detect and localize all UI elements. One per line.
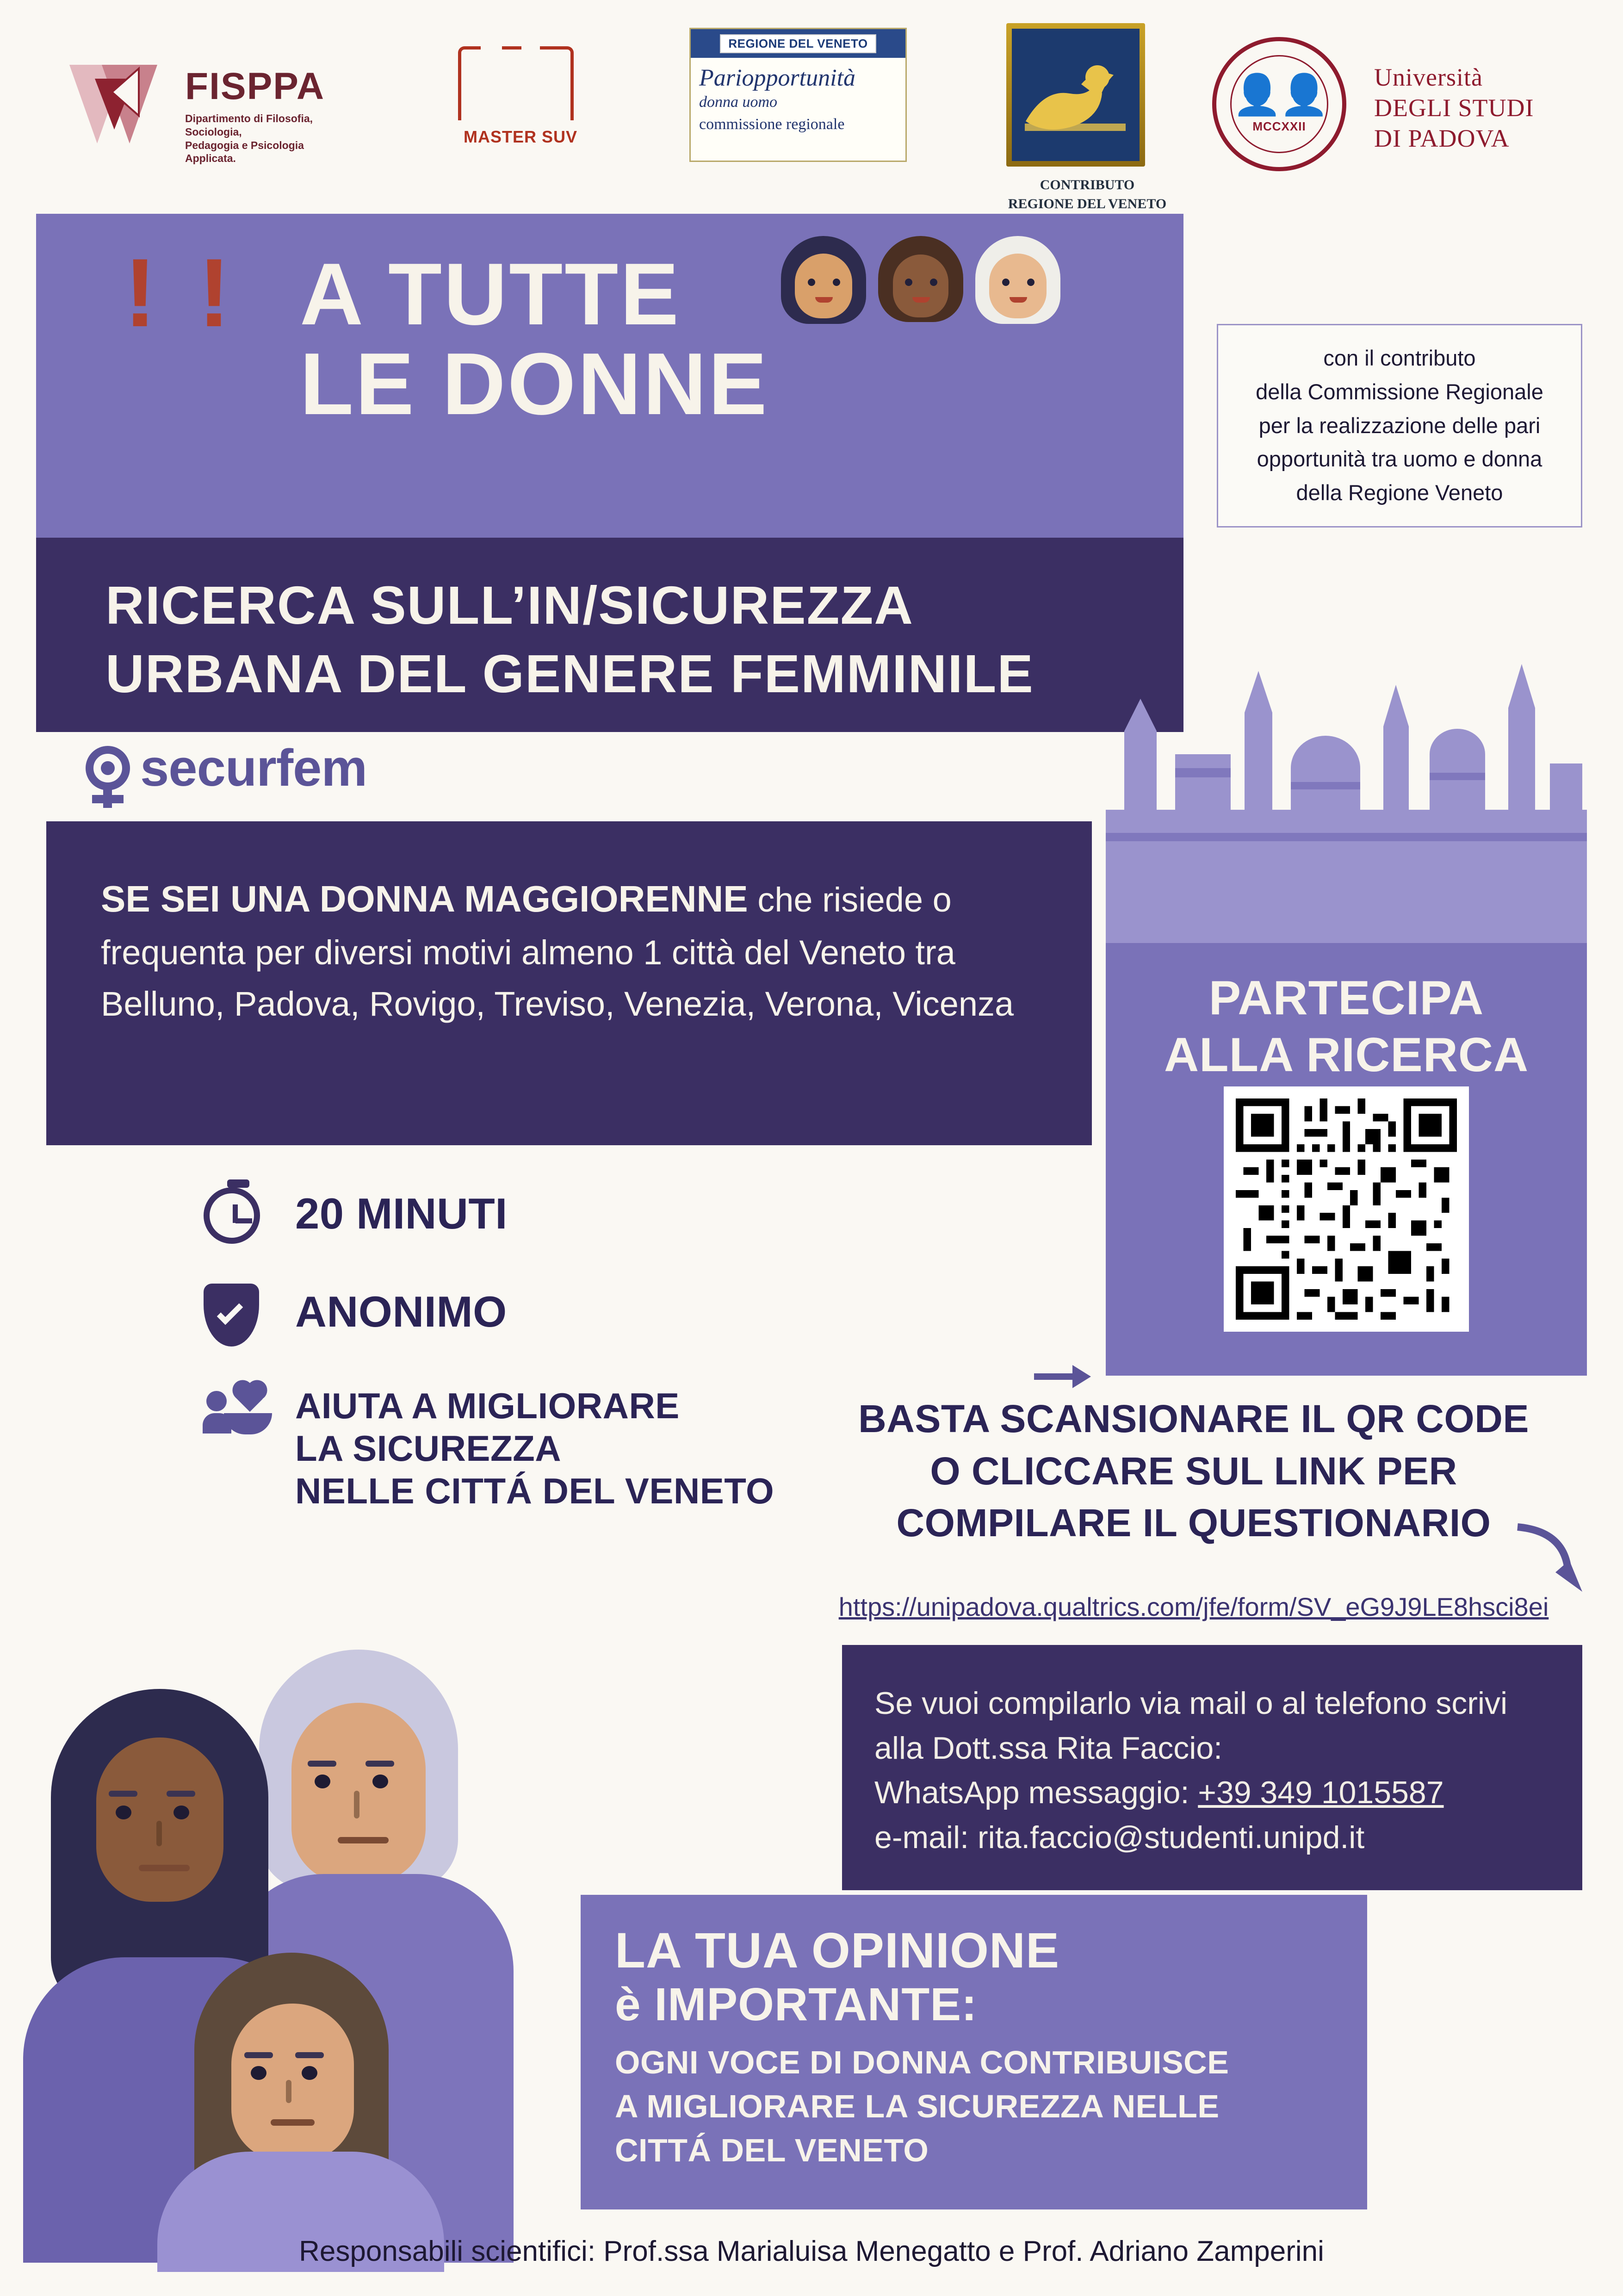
brand-lockup	[86, 738, 367, 798]
footer-credits: Responsabili scientifici: Prof.ssa Marialuisa Menegatto e Prof. Adriano Zamperini	[299, 2235, 1324, 2267]
unipd-line1: Università	[1374, 63, 1483, 91]
eligibility-bold: SE SEI UNA DONNA MAGGIORENNE	[101, 878, 748, 919]
unipd-line3: DI PADOVA	[1374, 124, 1510, 152]
whatsapp-number[interactable]: +39 349 1015587	[1198, 1775, 1444, 1811]
unipd-seal-figures: 👤👤	[1232, 72, 1326, 117]
contributo-line3: per la realizzazione delle pari	[1258, 413, 1541, 438]
opinion-line1: LA TUA OPINIONE	[615, 1922, 1060, 1978]
subtitle-text	[105, 571, 1034, 708]
title-line-1: A TUTTE	[300, 245, 681, 343]
pari-header-band	[691, 29, 905, 58]
opinion-line2: è IMPORTANTE:	[615, 1978, 978, 2030]
participate-line1: PARTECIPA	[1208, 971, 1484, 1025]
unipd-wordmark	[1374, 62, 1534, 154]
clock-icon	[204, 1180, 273, 1249]
logo-strip	[0, 19, 1623, 217]
contributo-line5: della Regione Veneto	[1296, 480, 1503, 505]
eligibility-text	[46, 821, 1092, 1030]
scan-line1: BASTA SCANSIONARE IL QR CODE	[858, 1397, 1529, 1440]
opinion-line3: OGNI VOCE DI DONNA CONTRIBUISCE A MIGLIORARE LA SICUREZZA NELLE CITTÁ DEL VENETO	[615, 2044, 1229, 2169]
pari-line1: Pariopportunità	[699, 65, 856, 91]
fisppa-subtitle: Dipartimento di Filosofia, Sociologia, Pedagogia e Psicologia Applicata.	[185, 112, 313, 165]
participate-block	[1106, 943, 1587, 1376]
bullet-row-2	[204, 1278, 1036, 1347]
exclamation-marks	[124, 238, 230, 347]
bullet-row-1	[204, 1180, 1036, 1249]
contact-text	[842, 1645, 1582, 1860]
exclamation-1: !	[124, 238, 156, 347]
contributo-line1: con il contributo	[1323, 345, 1476, 370]
face-1	[777, 236, 870, 329]
contact-line1: Se vuoi compilarlo via mail o al telefono scrivi	[874, 1686, 1508, 1721]
unipd-seal-icon	[1212, 37, 1346, 171]
subtitle-line-1: RICERCA SULL’IN/SICUREZZA	[105, 575, 914, 635]
title-line-2: LE DONNE	[300, 335, 769, 433]
logo-regione-veneto	[990, 23, 1184, 231]
participate-line2: ALLA RICERCA	[1164, 1028, 1529, 1082]
eligibility-block	[46, 821, 1092, 1145]
email-label: e-mail:	[874, 1819, 978, 1855]
contact-block	[842, 1645, 1582, 1890]
arrow-right-icon	[1032, 1356, 1092, 1397]
contact-email-row	[874, 1815, 1555, 1860]
contributo-line4: opportunità tra uomo e donna	[1257, 447, 1542, 472]
veneto-lion-plate	[1012, 29, 1140, 161]
fisppa-wordmark	[185, 65, 356, 165]
contributo-box	[1217, 324, 1582, 527]
master-suv-label: MASTER SUV	[463, 127, 578, 146]
whatsapp-label: WhatsApp messaggio:	[874, 1775, 1198, 1811]
brand-name: securfem	[140, 739, 367, 797]
three-women-illustration	[42, 1633, 620, 2253]
unipd-seal-inner	[1230, 55, 1328, 153]
qr-code-graphic[interactable]	[1236, 1098, 1457, 1320]
email-address[interactable]: rita.faccio@studenti.unipd.it	[977, 1819, 1365, 1855]
master-suv-skyline-icon	[458, 46, 574, 120]
veneto-caption-line1: CONTRIBUTO	[1040, 177, 1135, 192]
contributo-line2: della Commissione Regionale	[1256, 379, 1543, 404]
three-women-faces-icon	[777, 236, 1064, 329]
veneto-frame	[1006, 23, 1145, 167]
participate-title	[1106, 970, 1587, 1083]
scan-line3: COMPILARE IL QUESTIONARIO	[896, 1501, 1491, 1545]
logo-pari-opportunita	[689, 28, 907, 162]
bullet-label-3: AIUTA A MIGLIORARE LA SICUREZZA NELLE CITTÁ DEL VENETO	[295, 1385, 774, 1512]
subtitle-banner	[36, 538, 1183, 732]
opinion-block	[581, 1895, 1367, 2209]
veneto-caption	[990, 176, 1184, 213]
city-skyline-illustration	[1106, 615, 1587, 949]
pari-line3: commissione regionale	[699, 116, 845, 133]
fisppa-name: FISPPA	[185, 65, 325, 107]
pari-line2: donna uomo	[699, 93, 778, 111]
scan-instructions	[833, 1393, 1555, 1549]
qr-code[interactable]	[1224, 1086, 1469, 1332]
scan-line2: O CLICCARE SUL LINK PER	[930, 1449, 1457, 1493]
eligibility-rest: che risiede o frequenta per diversi motivi almeno 1 città del Veneto tra Belluno, Padova, Rovigo, Treviso, Venezia, Verona, Vicenza	[101, 881, 1014, 1023]
survey-link[interactable]: https://unipadova.qualtrics.com/jfe/form/SV_eG9J9LE8hsci8ei	[838, 1592, 1549, 1621]
fisppa-mark-icon	[69, 60, 180, 148]
veneto-caption-line2: REGIONE DEL VENETO	[1008, 196, 1167, 211]
unipd-seal-year: MCCXXII	[1252, 119, 1306, 133]
venus-symbol-icon	[86, 746, 130, 790]
face-2	[874, 236, 967, 329]
bullet-label-1: 20 MINUTI	[295, 1189, 508, 1238]
helping-hand-heart-icon	[204, 1376, 273, 1446]
logo-master-suv	[449, 46, 601, 167]
contributo-text	[1256, 341, 1543, 510]
page-title	[300, 245, 769, 433]
contact-line2: alla Dott.ssa Rita Faccio:	[874, 1730, 1223, 1766]
bullet-label-2: ANONIMO	[295, 1287, 507, 1336]
shield-check-icon	[204, 1278, 273, 1347]
contact-whatsapp-row	[874, 1770, 1555, 1815]
logo-fisppa	[69, 51, 356, 165]
pari-header-text: REGIONE DEL VENETO	[720, 34, 876, 53]
unipd-line2: DEGLI STUDI	[1374, 93, 1534, 122]
subtitle-line-2: URBANA DEL GENERE FEMMINILE	[105, 644, 1034, 704]
exclamation-2: !	[198, 238, 230, 347]
logo-unipd	[1212, 37, 1564, 176]
face-3	[972, 236, 1064, 329]
